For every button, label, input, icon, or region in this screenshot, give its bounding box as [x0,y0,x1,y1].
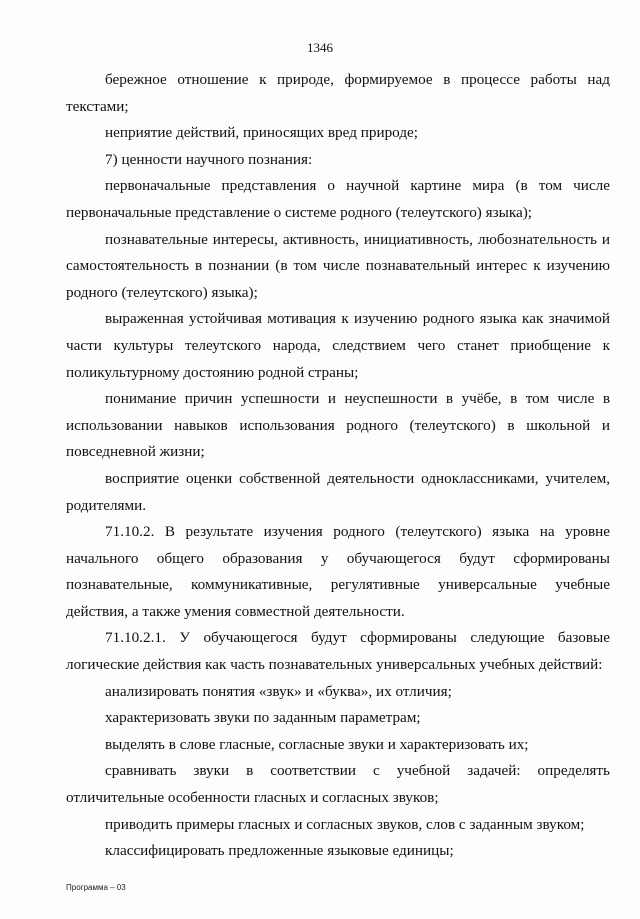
paragraph: классифицировать предложенные языковые единицы; [105,842,454,860]
paragraph: приводить примеры гласных и согласных звуков, слов с заданным звуком; [105,815,585,833]
paragraph: анализировать понятия «звук» и «буква», их отличия; [105,682,452,700]
paragraph: сравнивать звуки в соответствии с учебной задачей: определять отличительные особенности гласных и согласных звуков; [66,762,610,807]
paragraph: выделять в слове гласные, согласные звуки и характеризовать их; [105,735,529,753]
page-number: 1346 [307,40,333,55]
paragraph: неприятие действий, приносящих вред природе; [105,124,419,142]
footer-label: Программа – 03 [66,883,126,892]
paragraph: восприятие оценки собственной деятельности одноклассниками, учителем, родителями. [66,469,610,514]
paragraph: познавательные интересы, активность, инициативность, любознательность и самостоятельность в познании (в том числе познавательный интерес к изучению родного (телеутского) языка); [66,230,610,301]
paragraph: 71.10.2.1. У обучающегося будут сформированы следующие базовые логические действия как часть познавательных универсальных учебных действий: [66,629,610,674]
paragraph: бережное отношение к природе, формируемое в процессе работы над текстами; [66,71,610,115]
paragraph: 7) ценности научного познания: [105,150,313,168]
paragraph: характеризовать звуки по заданным параметрам; [105,709,421,727]
paragraph: первоначальные представления о научной картине мира (в том числе первоначальные представление о системе родного (телеутского) языка); [66,177,610,221]
body-text [66,67,610,865]
paragraph: выраженная устойчивая мотивация к изучению родного языка как значимой части культуры телеутского народа, следствием чего станет приобщение к поликультурному достоянию родной страны; [66,310,610,381]
paragraph: 71.10.2. В результате изучения родного (телеутского) языка на уровне начального общего образования у обучающегося будут сформированы познавательные, коммуникативные, регулятивные универсальные учебные действия, а также умения совместной деятельности. [66,523,610,620]
paragraph: понимание причин успешности и неуспешности в учёбе, в том числе в использовании навыков использования родного (телеутского) в школьной и повседневной жизни; [66,390,610,461]
